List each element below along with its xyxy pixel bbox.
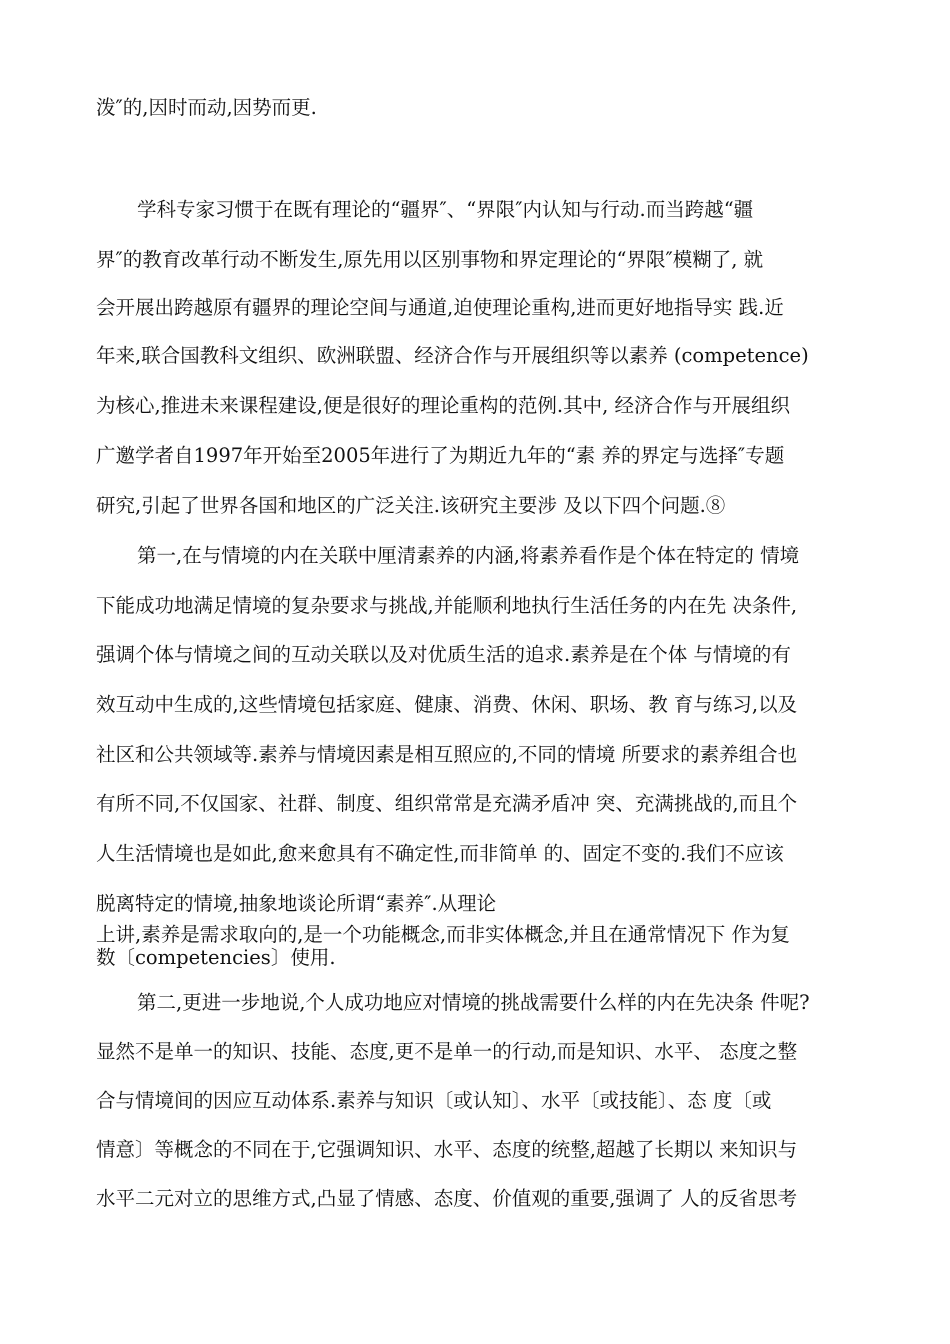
text-line: 上讲,素养是需求取向的,是一个功能概念,而非实体概念,并且在通常情况下 作为复 (96, 923, 790, 946)
text-line: 研究,引起了世界各国和地区的广泛关注.该研究主要涉 及以下四个问题.⑧ (96, 494, 726, 517)
text-line: 合与情境间的因应互动体系.素养与知识〔或认知〕、水平〔或技能〕、态 度〔或 (96, 1089, 772, 1112)
text-line: 社区和公共领域等.素养与情境因素是相互照应的,不同的情境 所要求的素养组合也 (96, 743, 798, 766)
text-line: 学科专家习惯于在既有理论的“疆界″、“界限″内认知与行动.而当跨越“疆 (137, 198, 754, 221)
text-line: 有所不同,不仅国家、社群、制度、组织常常是充满矛盾冲 突、充满挑战的,而且个 (96, 792, 798, 815)
text-line: 下能成功地满足情境的复杂要求与挑战,并能顺利地执行生活任务的内在先 决条件, (96, 594, 798, 617)
text-line: 水平二元对立的思维方式,凸显了情感、态度、价值观的重要,强调了 人的反省思考 (96, 1187, 798, 1210)
text-line: 年来,联合国教科文组织、欧洲联盟、经济合作与开展组织等以素养 (competence) (96, 344, 809, 367)
text-line: 显然不是单一的知识、技能、态度,更不是单一的行动,而是知识、水平、 态度之整 (96, 1040, 798, 1063)
text-line: 情意〕等概念的不同在于,它强调知识、水平、态度的统整,超越了长期以 来知识与 (96, 1138, 798, 1161)
text-line: 泼″的,因时而动,因势而更. (96, 96, 317, 119)
text-line: 第二,更进一步地说,个人成功地应对情境的挑战需要什么样的内在先决条 件呢? (137, 991, 810, 1014)
text-line: 第一,在与情境的内在关联中厘清素养的内涵,将素养看作是个体在特定的 情境 (137, 544, 800, 567)
text-line: 效互动中生成的,这些情境包括家庭、健康、消费、休闲、职场、教 育与练习,以及 (96, 693, 798, 716)
text-line: 数〔competencies〕使用. (96, 946, 336, 969)
text-line: 人生活情境也是如此,愈来愈具有不确定性,而非简单 的、固定不变的.我们不应该 (96, 842, 784, 865)
text-line: 脱离特定的情境,抽象地谈论所谓“素养″.从理论 (96, 892, 497, 915)
text-line: 会开展出跨越原有疆界的理论空间与通道,迫使理论重构,进而更好地指导实 践.近 (96, 296, 784, 319)
text-line: 强调个体与情境之间的互动关联以及对优质生活的追求.素养是在个体 与情境的有 (96, 643, 791, 666)
text-line: 界″的教育改革行动不断发生,原先用以区别事物和界定理论的“界限″模糊了, 就 (96, 248, 764, 271)
text-line: 广邀学者自1997年开始至2005年进行了为期近九年的“素 养的界定与选择″专题 (96, 444, 785, 467)
text-line: 为核心,推进未来课程建设,便是很好的理论重构的范例.其中, 经济合作与开展组织 (96, 394, 790, 417)
